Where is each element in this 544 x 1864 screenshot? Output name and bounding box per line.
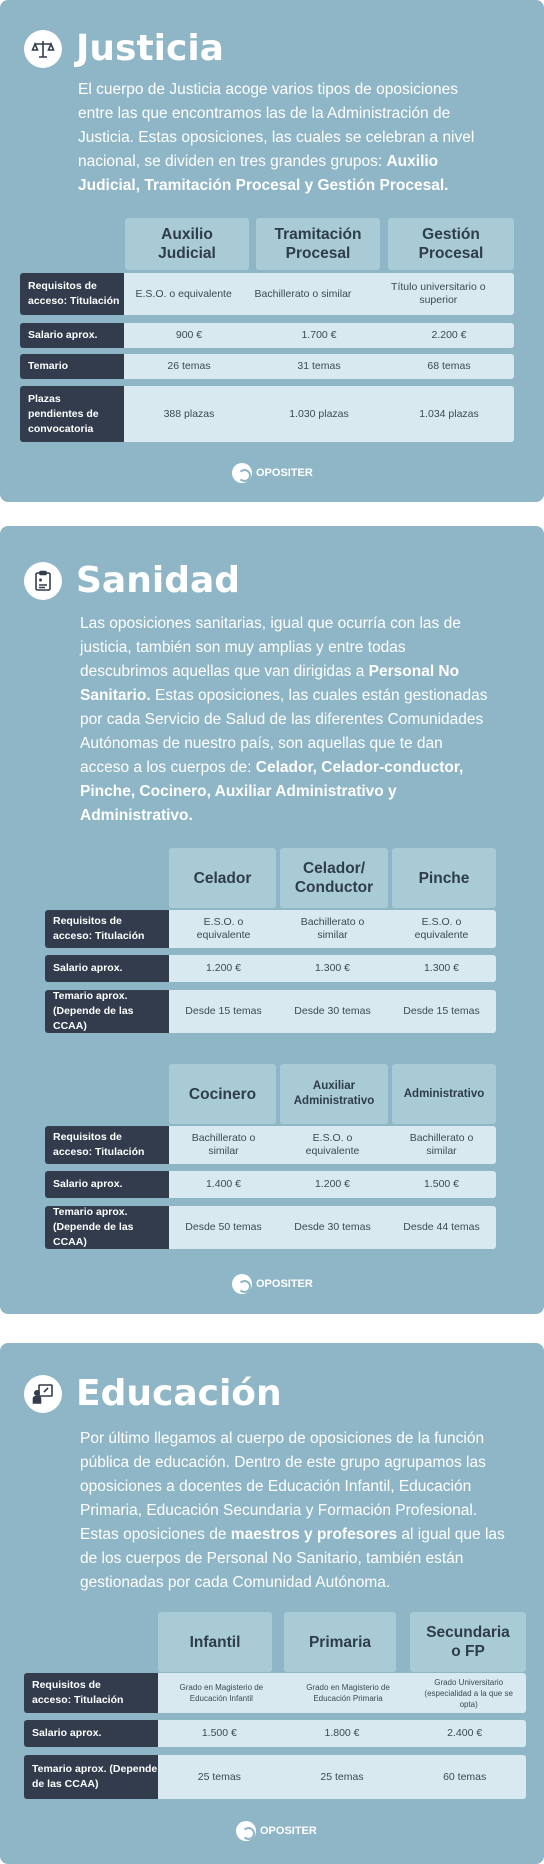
row-label: Salario aprox.: [45, 955, 169, 982]
table-cell: Desde 15 temas: [185, 1005, 262, 1017]
table-cell: Bachillerato o similar: [409, 1132, 474, 1157]
table-cell: 26 temas: [167, 360, 211, 372]
table-row: [124, 354, 514, 379]
table-cell: 1.700 €: [301, 329, 337, 341]
table-cell: 1.034 plazas: [419, 407, 479, 420]
row-label: Requisitos de acceso: Titulación: [20, 273, 124, 315]
table-cell: 1.030 plazas: [289, 407, 349, 420]
row-label: Temario aprox. (Depende de las CCAA): [45, 1206, 169, 1249]
table-cell: 1.400 €: [205, 1178, 242, 1190]
column-header-auxilio: Auxilio Judicial: [125, 218, 249, 270]
section-intro: [80, 1427, 510, 1595]
table-row: [124, 273, 514, 315]
brand-logo: [236, 1821, 317, 1841]
intro-text: al igual que las de los cuerpos de Personal No Sanitario, también están gestionadas por cada Comunidad Autónoma.: [80, 1526, 505, 1591]
table-cell: 25 temas: [320, 1770, 364, 1783]
row-label: Salario aprox.: [45, 1171, 169, 1198]
table-cell: 60 temas: [443, 1770, 487, 1783]
table-cell: 1.300 €: [314, 962, 351, 974]
row-label: Requisitos de acceso: Titulación: [45, 910, 169, 948]
logo-icon: [236, 1821, 256, 1841]
column-header-primaria: Primaria: [284, 1612, 396, 1672]
table-cell: E.S.O. o equivalente: [414, 916, 469, 941]
teacher-board-icon: [24, 1375, 62, 1413]
table-cell: Desde 50 temas: [185, 1221, 262, 1233]
table-cell: 1.300 €: [423, 962, 460, 974]
justicia-header: [24, 28, 224, 69]
section-title: Sanidad: [76, 560, 241, 601]
sanidad-header: [24, 560, 240, 601]
table-cell: 1.200 €: [314, 1178, 351, 1190]
brand-name: OPOSITER: [256, 1278, 313, 1290]
section-title: Educación: [76, 1373, 282, 1414]
table-cell: 68 temas: [427, 360, 471, 372]
table-row: [169, 910, 496, 948]
intro-text: Por último llegamos al cuerpo de oposiciones de la función pública de educación. Dentro de este grupo agrupamos las oposiciones a docentes de Educación Infantil, Educación Primaria, Educación Secundaria y Formación Profesional. Estas oposiciones de: [80, 1430, 486, 1543]
table-cell: E.S.O. o equivalente: [305, 1132, 360, 1157]
scales-icon: [24, 30, 62, 68]
intro-bold-text: Auxilio Judicial, Tramitación Procesal y Gestión Procesal.: [78, 153, 449, 194]
table-cell: 388 plazas: [163, 407, 215, 420]
brand-name: OPOSITER: [256, 467, 313, 479]
table-cell: 1.200 €: [205, 962, 242, 974]
table-cell: 25 temas: [197, 1770, 241, 1783]
table-cell: Bachillerato o similar: [300, 916, 365, 941]
column-header-administrativo: Administrativo: [392, 1064, 496, 1124]
row-label: Salario aprox.: [20, 323, 124, 348]
clipboard-icon: [24, 562, 62, 600]
table-cell: Grado en Magisterio de Educación Primaria: [306, 1683, 390, 1703]
column-header-pinche: Pinche: [392, 848, 496, 908]
table-cell: 1.800 €: [324, 1727, 360, 1739]
table-cell: Desde 15 temas: [403, 1005, 480, 1017]
column-header-cocinero: Cocinero: [169, 1064, 276, 1124]
brand-logo: [232, 1274, 313, 1294]
column-header-infantil: Infantil: [158, 1612, 272, 1672]
row-label: Requisitos de acceso: Titulación: [45, 1126, 169, 1164]
section-title: Justicia: [76, 28, 224, 69]
table-cell: Bachillerato o similar: [254, 287, 352, 300]
justicia-card: [0, 0, 544, 502]
intro-text: Las oposiciones sanitarias, igual que ocurría con las de justicia, también son muy amplias y entre todas descubrimos aquellas que van dirigidas a: [80, 615, 461, 680]
table-cell: 2.200 €: [431, 329, 467, 341]
table-cell: E.S.O. o equivalente: [196, 916, 251, 941]
column-header-celador-conductor: Celador/ Conductor: [280, 848, 388, 908]
table-cell: 31 temas: [297, 360, 341, 372]
table-row: [124, 386, 514, 442]
educacion-header: [24, 1373, 282, 1414]
intro-text: Estas oposiciones, las cuales están gestionadas por cada Servicio de Salud de las diferentes Comunidades Autónomas de nuestro país, son aquellas que te dan acceso a los cuerpos de:: [80, 687, 488, 776]
section-intro: [78, 78, 488, 198]
intro-bold-text: Celador, Celador-conductor, Pinche, Cocinero, Auxiliar Administrativo y Administrativo.: [80, 759, 464, 824]
table-cell: E.S.O. o equivalente: [135, 287, 232, 300]
column-header-gestion: Gestión Procesal: [388, 218, 514, 270]
column-header-tramitacion: Tramitación Procesal: [256, 218, 380, 270]
logo-icon: [232, 463, 252, 483]
section-intro: [80, 612, 490, 828]
brand-logo: [232, 463, 313, 483]
sanidad-card: [0, 526, 544, 1314]
row-label: Requisitos de acceso: Titulación: [24, 1673, 158, 1713]
table-row: [124, 323, 514, 348]
row-label: Temario aprox. (Depende de las CCAA): [24, 1755, 158, 1799]
column-header-celador: Celador: [169, 848, 276, 908]
table-row: [169, 1126, 496, 1164]
intro-text: El cuerpo de Justicia acoge varios tipos de oposiciones entre las que encontramos las de la Administración de Justicia. Estas oposiciones, las cuales se celebran a nivel nacional, se dividen en tres grandes grupos:: [78, 81, 475, 170]
intro-bold-text: maestros y profesores: [230, 1526, 398, 1543]
table-row: [169, 955, 496, 982]
table-cell: Grado en Magisterio de Educación Infantil: [179, 1683, 264, 1703]
column-header-auxiliar-administrativo: Auxiliar Administrativo: [280, 1064, 388, 1124]
row-label: Temario: [20, 354, 124, 379]
column-header-secundaria-fp: Secundaria o FP: [410, 1612, 526, 1672]
table-cell: 2.400 €: [447, 1727, 483, 1739]
table-row: [158, 1755, 526, 1799]
table-cell: Bachillerato o similar: [191, 1132, 256, 1157]
table-row: [158, 1720, 526, 1747]
table-cell: Desde 30 temas: [294, 1005, 371, 1017]
educacion-card: [0, 1343, 544, 1864]
row-label: Salario aprox.: [24, 1720, 158, 1747]
logo-icon: [232, 1274, 252, 1294]
table-cell: Título universitario o superior: [391, 281, 486, 306]
table-row: [169, 1171, 496, 1198]
intro-bold-text: Personal No Sanitario.: [80, 663, 460, 704]
table-cell: Desde 30 temas: [294, 1221, 371, 1233]
table-cell: 1.500 €: [201, 1727, 237, 1739]
table-cell: Grado Universitario (especialidad a la que se opta): [424, 1677, 513, 1709]
table-cell: 1.500 €: [423, 1178, 460, 1190]
table-row: [169, 990, 496, 1033]
row-label: Temario aprox. (Depende de las CCAA): [45, 990, 169, 1033]
table-row: [169, 1206, 496, 1249]
row-label: Plazas pendientes de convocatoria: [20, 386, 124, 442]
brand-name: OPOSITER: [260, 1825, 317, 1837]
table-cell: 900 €: [175, 329, 203, 341]
table-cell: Desde 44 temas: [403, 1221, 480, 1233]
table-row: [158, 1673, 526, 1713]
